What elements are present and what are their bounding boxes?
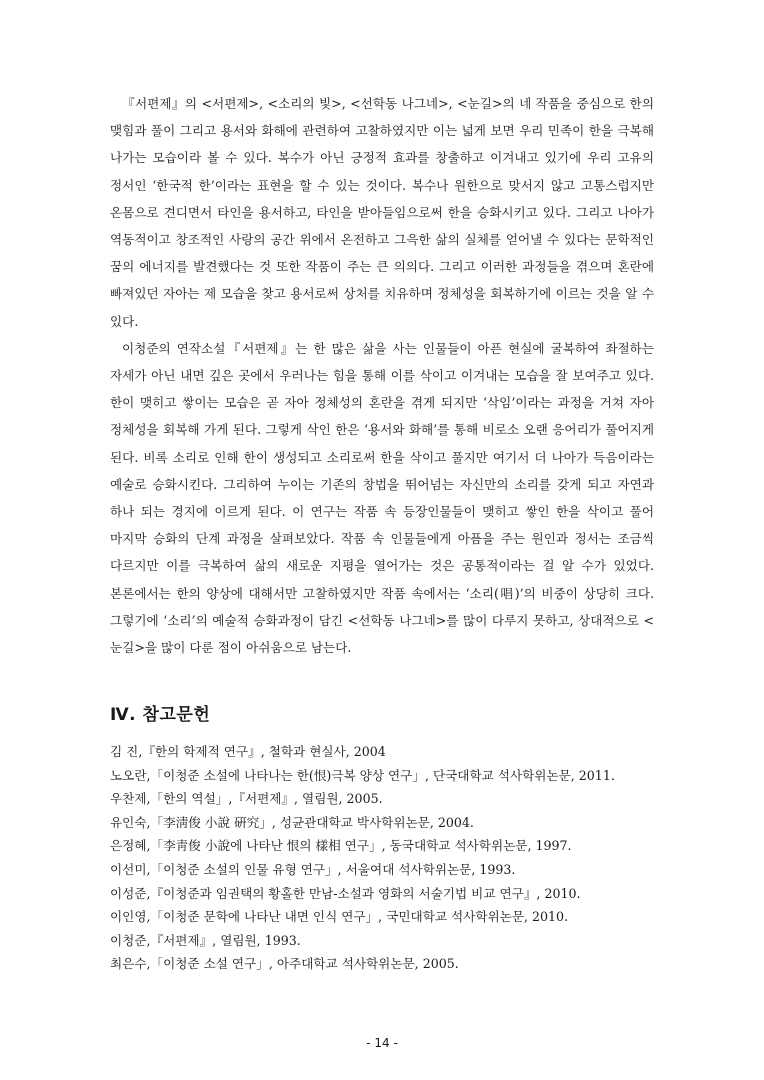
reference-item: 이청준,『서편제』, 열림원, 1993. bbox=[110, 932, 301, 948]
reference-item: 은정혜,「李靑俊 小說에 나타난 恨의 樣相 연구」, 동국대학교 석사학위논문, 1997. bbox=[110, 838, 572, 854]
paragraph-2: 이청준의 연작소설『서편제』는 한 많은 삶을 사는 인물들이 아픈 현실에 굴복하여 좌절하는 자세가 아닌 내면 깊은 곳에서 우러나는 힘을 통해 이를 삭이고 이겨내는 모습을 잘 보여주고 있다. 한이 맺히고 쌓이는 모습은 곧 자아 정체성의 혼란을 겪게 되지만 ‘삭임’이라는 과정을 거쳐 자아 정체성을 회복해 가게 된다. 그렇게 삭인 한은 ‘용서와 화해’를 통해 비로소 오랜 응어리가 풀어지게 된다. 비록 소리로 인해 한이 생성되고 소리로써 한을 삭이고 풀지만 여기서 더 나아가 득음이라는 예술로 승화시킨다. 그리하여 누이는 기존의 창법을 뛰어넘는 자신만의 소리를 갖게 되고 자연과 하나 되는 경지에 이르게 된다. 이 연구는 작품 속 등장인물들이 맺히고 쌓인 한을 삭이고 풀어 마지막 승화의 단계 과정을 살펴보았다. 작품 속 인물들에게 아픔을 주는 원인과 정서는 조금씩 다르지만 이를 극복하여 삶의 새로운 지평을 열어가는 것은 공통적이라는 걸 알 수가 있었다. 본론에서는 한의 양상에 대해서만 고찰하였지만 작품 속에서는 ‘소리(唱)’의 비중이 상당히 크다. 그렇기에 ‘소리’의 예술적 승화과정이 담긴 <선학동 나그네>를 많이 다루지 못하고, 상대적으로 <눈길>을 많이 다룬 점이 아쉬움으로 남는다. bbox=[110, 340, 654, 656]
reference-item: 이인영,「이청준 문학에 나타난 내면 인식 연구」, 국민대학교 석사학위논문, 2010. bbox=[110, 909, 569, 925]
reference-item: 우찬제,「한의 역설」,『서편제』, 열림원, 2005. bbox=[110, 791, 383, 807]
reference-list bbox=[110, 740, 660, 976]
reference-item: 이선미,「이청준 소설의 인물 유형 연구」, 서울여대 석사학위논문, 1993. bbox=[110, 861, 516, 877]
reference-item: 유인숙,「李淸俊 小說 硏究」, 성균관대학교 박사학위논문, 2004. bbox=[110, 814, 474, 830]
reference-item: 김 진,『한의 학제적 연구』, 철학과 현실사, 2004 bbox=[110, 744, 386, 759]
conclusion-text bbox=[110, 90, 654, 661]
references-heading: Ⅳ. 참고문헌 bbox=[110, 705, 211, 725]
paragraph-1: 『서편제』의 <서편제>, <소리의 빛>, <선학동 나그네>, <눈길>의 네 작품을 중심으로 한의 맺힘과 풀이 그리고 용서와 화해에 관련하여 고찰하였지만 이는 넓게 보면 우리 민족이 한을 극복해 나가는 모습이라 볼 수 있다. 복수가 아닌 긍정적 효과를 창출하고 이겨내고 있기에 우리 고유의 정서인 ‘한국적 한’이라는 표현을 할 수 있는 것이다. 복수나 원한으로 맞서지 않고 고통스럽지만 온몸으로 견디면서 타인을 용서하고, 타인을 받아들임으로써 한을 승화시키고 있다. 그리고 나아가 역동적이고 창조적인 사랑의 공간 위에서 온전하고 그윽한 삶의 실체를 얻어낼 수 있다는 문학적인 꿈의 에너지를 발견했다는 것 또한 작품이 주는 큰 의의다. 그리고 이러한 과정들을 겪으며 혼란에 빠져있던 자아는 제 모습을 찾고 용서로써 상처를 치유하며 정체성을 회복하기에 이르는 것을 알 수 있다. bbox=[110, 96, 654, 329]
page-number: - 14 - bbox=[366, 1036, 398, 1050]
reference-item: 노오란,「이청준 소설에 나타나는 한(恨)극복 양상 연구」, 단국대학교 석사학위논문, 2011. bbox=[110, 767, 615, 783]
reference-item: 이성준,『이청준과 임권택의 황홀한 만남-소설과 영화의 서술기법 비교 연구』, 2010. bbox=[110, 885, 581, 901]
reference-item: 최은수,「이청준 소설 연구」, 아주대학교 석사학위논문, 2005. bbox=[110, 956, 459, 972]
